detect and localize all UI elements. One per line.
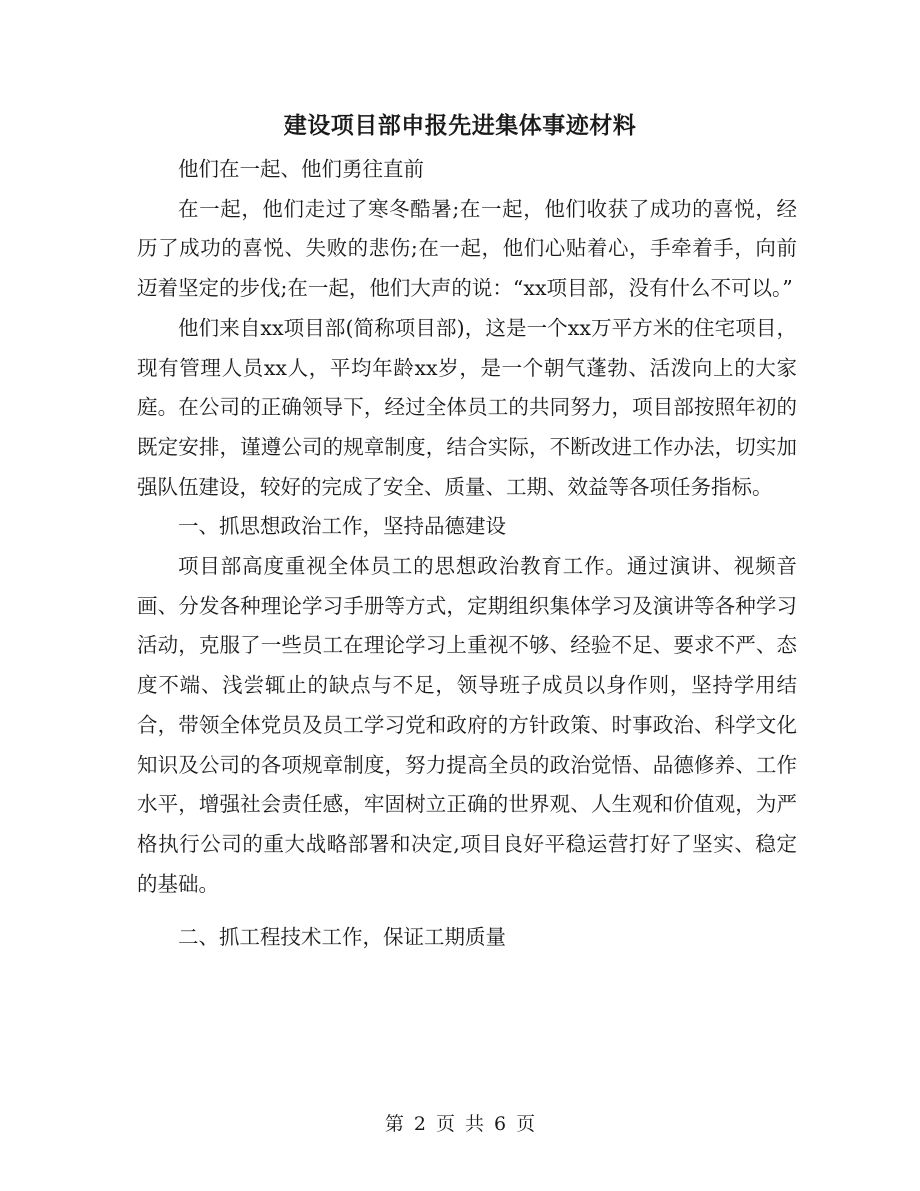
- paragraph-project-intro: 他们来自xx项目部(简称项目部)，这是一个xx万平方米的住宅项目，现有管理人员xx人，平均年龄xx岁，是一个朝气蓬勃、活泼向上的大家庭。在公司的正确领导下，经过全体员工的共同努力，项目部按照年初的既定安排，谨遵公司的规章制度，结合实际，不断改进工作办法，切实加强队伍建设，较好的完成了安全、质量、工期、效益等各项任务指标。: [137, 315, 797, 499]
- section-heading-2: 二、抓工程技术工作，保证工期质量: [178, 925, 506, 950]
- page-number-footer: 第 2 页 共 6 页: [384, 1113, 536, 1135]
- intro-line: 他们在一起、他们勇往直前: [178, 157, 424, 181]
- paragraph-spacer: [137, 904, 797, 918]
- paragraph-political-work: 项目部高度重视全体员工的思想政治教育工作。通过演讲、视频音画、分发各种理论学习手册等方式，定期组织集体学习及演讲等各种学习活动，克服了一些员工在理论学习上重视不够、经验不足、要求不严、态度不端、浅尝辄止的缺点与不足，领导班子成员以身作则，坚持学用结合，带领全体党员及员工学习党和政府的方针政策、时事政治、科学文化知识及公司的各项规章制度，努力提高全员的政治觉悟、品德修养、工作水平，增强社会责任感，牢固树立正确的世界观、人生观和价值观，为严格执行公司的重大战略部署和决定,项目良好平稳运营打好了坚实、稳定的基础。: [137, 554, 797, 896]
- paragraph-together: 在一起，他们走过了寒冬酷暑;在一起，他们收获了成功的喜悦，经历了成功的喜悦、失败的悲伤;在一起，他们心贴着心，手牵着手，向前迈着坚定的步伐;在一起，他们大声的说：“xx项目部，没有什么不可以。”: [137, 196, 797, 301]
- section-heading-1: 一、抓思想政治工作，坚持品德建设: [178, 514, 506, 539]
- document-title: 建设项目部申报先进集体事迹材料: [283, 112, 637, 139]
- document-body: [137, 150, 797, 958]
